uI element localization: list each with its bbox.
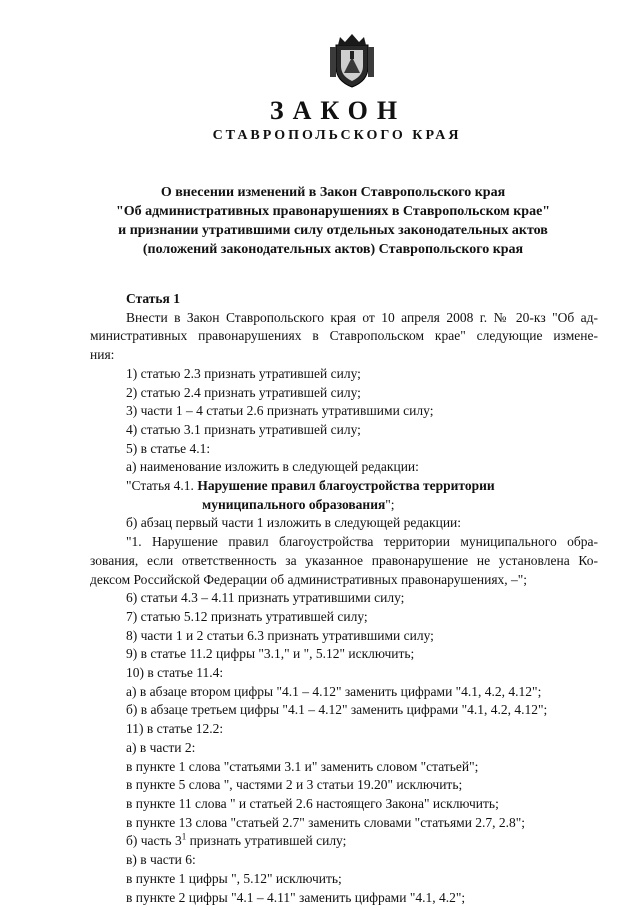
list-item: в пункте 13 слова "статьей 2.7" заменить словами "статьями 2.7, 2.8";	[90, 814, 598, 833]
list-item: в пункте 5 слова ", частями 2 и 3 статьи 19.20" исключить;	[90, 776, 598, 795]
quoted-title-line	[90, 477, 598, 496]
quote-prefix: "Статья 4.1.	[126, 478, 197, 493]
list-item: а) наименование изложить в следующей редакции:	[90, 458, 598, 477]
list-item: в пункте 11 слова " и статьей 2.6 настоящего Закона" исключить;	[90, 795, 598, 814]
heading-line: (положений законодательных актов) Ставропольского края	[30, 240, 636, 259]
list-item: 3) части 1 – 4 статьи 2.6 признать утратившими силу;	[90, 402, 598, 421]
paragraph-line: министративных правонарушениях в Ставропольском крае" следующие измене-	[90, 327, 598, 346]
list-item: в пункте 1 слова "статьями 3.1 и" заменить словом "статьей";	[90, 758, 598, 777]
law-heading	[0, 183, 636, 259]
stavropol-coat-of-arms-icon	[330, 33, 374, 89]
list-item: 8) части 1 и 2 статьи 6.3 признать утратившими силу;	[90, 627, 598, 646]
quoted-paragraph-line: "1. Нарушение правил благоустройства территории муниципального обра-	[90, 533, 598, 552]
list-item: б) в абзаце третьем цифры "4.1 – 4.12" заменить цифрами "4.1, 4.2, 4.12";	[90, 701, 598, 720]
list-item: 10) в статье 11.4:	[90, 664, 598, 683]
quote-bold-text: муниципального образования	[202, 497, 385, 512]
list-item: 11) в статье 12.2:	[90, 720, 598, 739]
list-item: 7) статью 5.12 признать утратившей силу;	[90, 608, 598, 627]
list-item: б) абзац первый части 1 изложить в следующей редакции:	[90, 514, 598, 533]
law-title: ЗАКОН	[0, 96, 636, 126]
paragraph-line: Внести в Закон Ставропольского края от 10 апреля 2008 г. № 20-кз "Об ад-	[90, 309, 598, 328]
paragraph-line: ния:	[90, 346, 598, 365]
item-text: признать утратившей силу;	[186, 833, 346, 848]
list-item: в) в части 6:	[90, 851, 598, 870]
quoted-title-line	[90, 496, 598, 515]
list-item: 5) в статье 4.1:	[90, 440, 598, 459]
superscript: 1	[182, 832, 187, 842]
list-item: а) в абзаце втором цифры "4.1 – 4.12" заменить цифрами "4.1, 4.2, 4.12";	[90, 683, 598, 702]
list-item: а) в части 2:	[90, 739, 598, 758]
list-item: 2) статью 2.4 признать утратившей силу;	[90, 384, 598, 403]
quoted-paragraph-line: дексом Российской Федерации об административных правонарушениях, –";	[90, 571, 598, 590]
list-item: 1) статью 2.3 признать утратившей силу;	[90, 365, 598, 384]
heading-line: "Об административных правонарушениях в Ставропольском крае"	[30, 202, 636, 221]
document-body	[90, 290, 598, 907]
item-text: б) часть 3	[126, 833, 182, 848]
list-item: 6) статьи 4.3 – 4.11 признать утратившими силу;	[90, 589, 598, 608]
region-title: СТАВРОПОЛЬСКОГО КРАЯ	[0, 128, 636, 144]
list-item: в пункте 1 цифры ", 5.12" исключить;	[90, 870, 598, 889]
list-item: 9) в статье 11.2 цифры "3.1," и ", 5.12" исключить;	[90, 645, 598, 664]
list-item: 4) статью 3.1 признать утратившей силу;	[90, 421, 598, 440]
quote-end: ";	[385, 497, 394, 512]
article-title: Статья 1	[90, 290, 598, 309]
quote-bold-text: Нарушение правил благоустройства территории	[197, 478, 494, 493]
quoted-paragraph-line: зования, если ответственность за указанное правонарушение не установлена Ко-	[90, 552, 598, 571]
list-item: в пункте 2 цифры "4.1 – 4.11" заменить цифрами "4.1, 4.2";	[90, 889, 598, 907]
heading-line: и признании утратившими силу отдельных законодательных актов	[30, 221, 636, 240]
list-item	[90, 832, 598, 851]
heading-line: О внесении изменений в Закон Ставропольского края	[30, 183, 636, 202]
